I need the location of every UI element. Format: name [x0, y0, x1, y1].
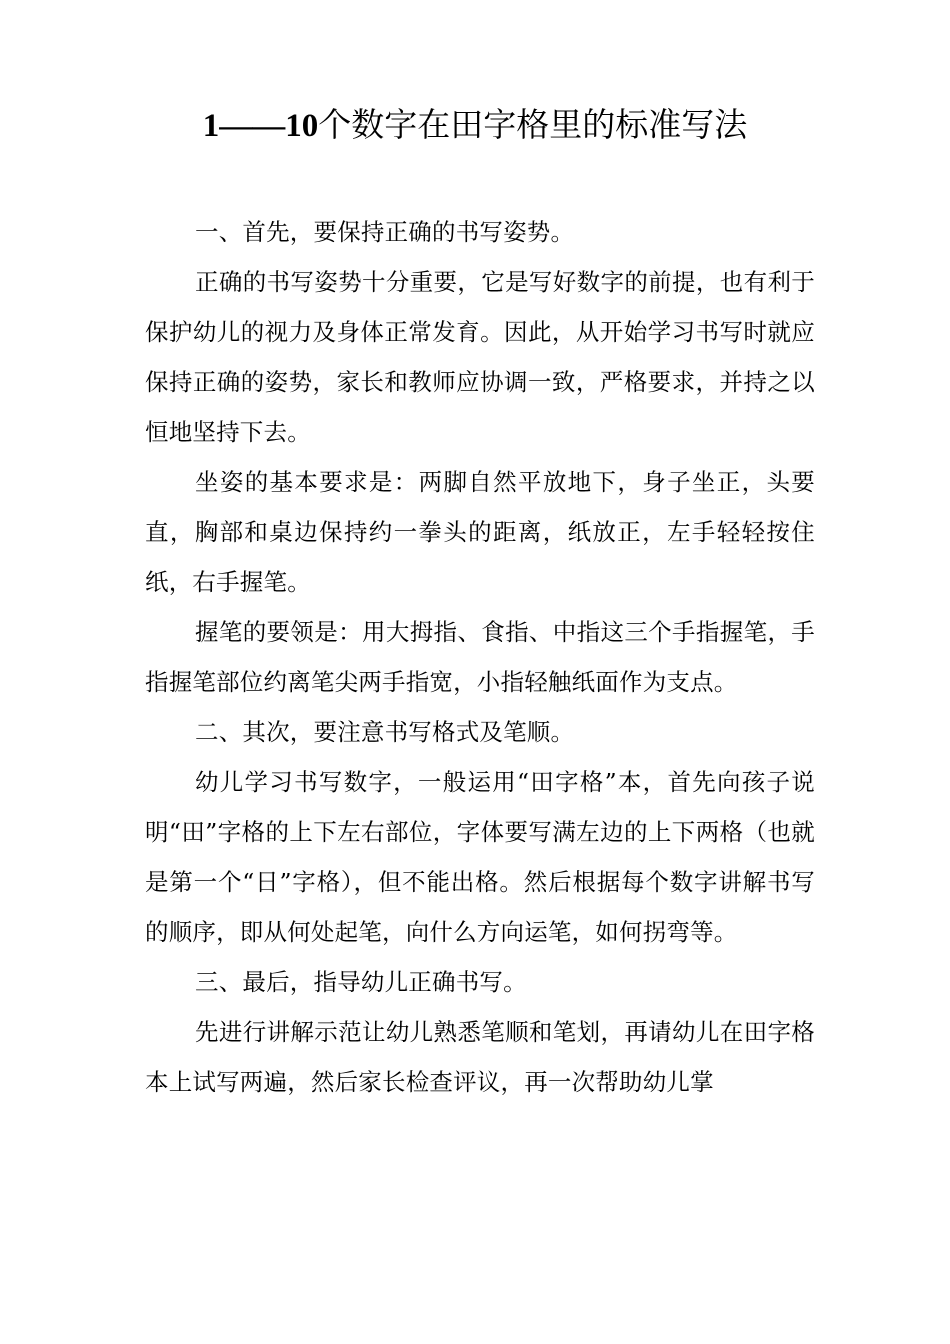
paragraph-format-heading: 二、其次，要注意书写格式及笔顺。 [195, 718, 575, 746]
paragraph-guidance-heading: 三、最后，指导幼儿正确书写。 [195, 968, 527, 996]
document-title [0, 100, 950, 151]
title-number-range: 1——10 [202, 108, 319, 144]
title-text: 个数字在田字格里的标准写法 [318, 105, 748, 144]
paragraph-sitting-posture: 坐姿的基本要求是：两脚自然平放地下，身子坐正，头要直，胸部和桌边保持约一拳头的距离，纸放正，左手轻轻按住纸，右手握笔。 [145, 468, 815, 596]
paragraph-grid-format: 幼儿学习书写数字，一般运用“田字格”本，首先向孩子说明“田”字格的上下左右部位，字体要写满左边的上下两格（也就是第一个“日”字格），但不能出格。然后根据每个数字讲解书写的顺序，即从何处起笔，向什么方向运笔，如何拐弯等。 [145, 768, 815, 946]
document-body [145, 207, 815, 1107]
paragraph-pen-grip: 握笔的要领是：用大拇指、食指、中指这三个手指握笔，手指握笔部位约离笔尖两手指宽，小指轻触纸面作为支点。 [145, 618, 815, 696]
paragraph-posture-importance: 正确的书写姿势十分重要，它是写好数字的前提，也有利于保护幼儿的视力及身体正常发育。因此，从开始学习书写时就应保持正确的姿势，家长和教师应协调一致，严格要求，并持之以恒地坚持下去。 [145, 268, 815, 446]
paragraph-guidance-detail: 先进行讲解示范让幼儿熟悉笔顺和笔划，再请幼儿在田字格本上试写两遍，然后家长检查评议，再一次帮助幼儿掌 [145, 1018, 815, 1096]
paragraph-posture-heading: 一、首先，要保持正确的书写姿势。 [195, 218, 575, 246]
